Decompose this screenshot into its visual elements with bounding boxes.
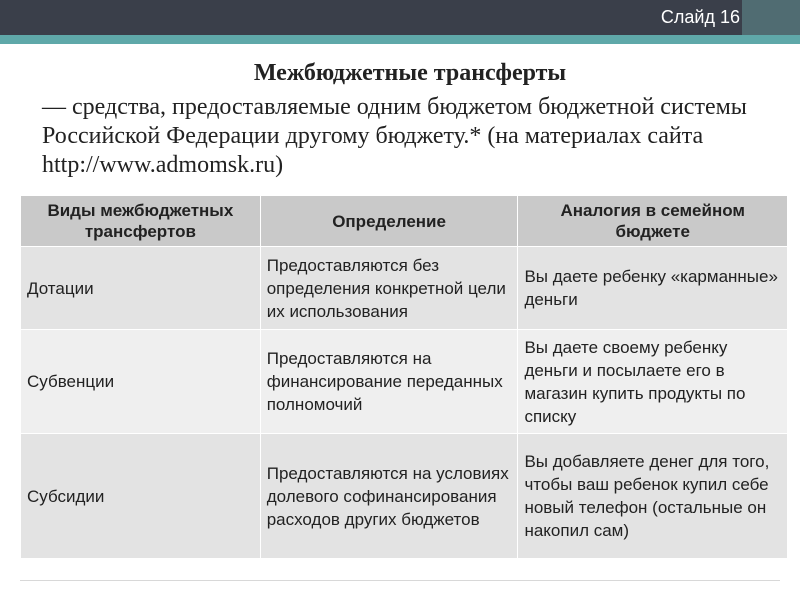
row-definition: Предоставляются без определения конкретной цели их использования bbox=[260, 247, 518, 330]
header-bar bbox=[0, 0, 800, 35]
row-type: Дотации bbox=[21, 247, 261, 330]
column-header-analogy: Аналогия в семейном бюджете bbox=[518, 196, 788, 247]
row-analogy: Вы даете своему ребенку деньги и посылаете его в магазин купить продукты по списку bbox=[518, 330, 788, 434]
header-stripe bbox=[0, 35, 800, 44]
table-header-row bbox=[21, 196, 788, 247]
slide-description: — средства, предоставляемые одним бюджетом бюджетной системы Российской Федерации другому бюджету.* (на материалах сайта http://www.admomsk.ru) bbox=[42, 94, 747, 178]
bottom-divider bbox=[20, 580, 780, 581]
row-analogy: Вы даете ребенку «карманные» деньги bbox=[518, 247, 788, 330]
row-definition: Предоставляются на условиях долевого софинансирования расходов других бюджетов bbox=[260, 434, 518, 559]
row-definition: Предоставляются на финансирование переданных полномочий bbox=[260, 330, 518, 434]
row-type: Субвенции bbox=[21, 330, 261, 434]
row-type: Субсидии bbox=[21, 434, 261, 559]
slide-number: Слайд 16 bbox=[660, 7, 740, 27]
table-row bbox=[21, 434, 788, 559]
row-analogy: Вы добавляете денег для того, чтобы ваш ребенок купил себе новый телефон (остальные он накопил сам) bbox=[518, 434, 788, 559]
transfers-table bbox=[20, 195, 788, 559]
column-header-types: Виды межбюджетных трансфертов bbox=[21, 196, 261, 247]
table-row bbox=[21, 247, 788, 330]
column-header-definition: Определение bbox=[260, 196, 518, 247]
slide-title: Межбюджетные трансферты bbox=[253, 60, 567, 86]
table-row bbox=[21, 330, 788, 434]
